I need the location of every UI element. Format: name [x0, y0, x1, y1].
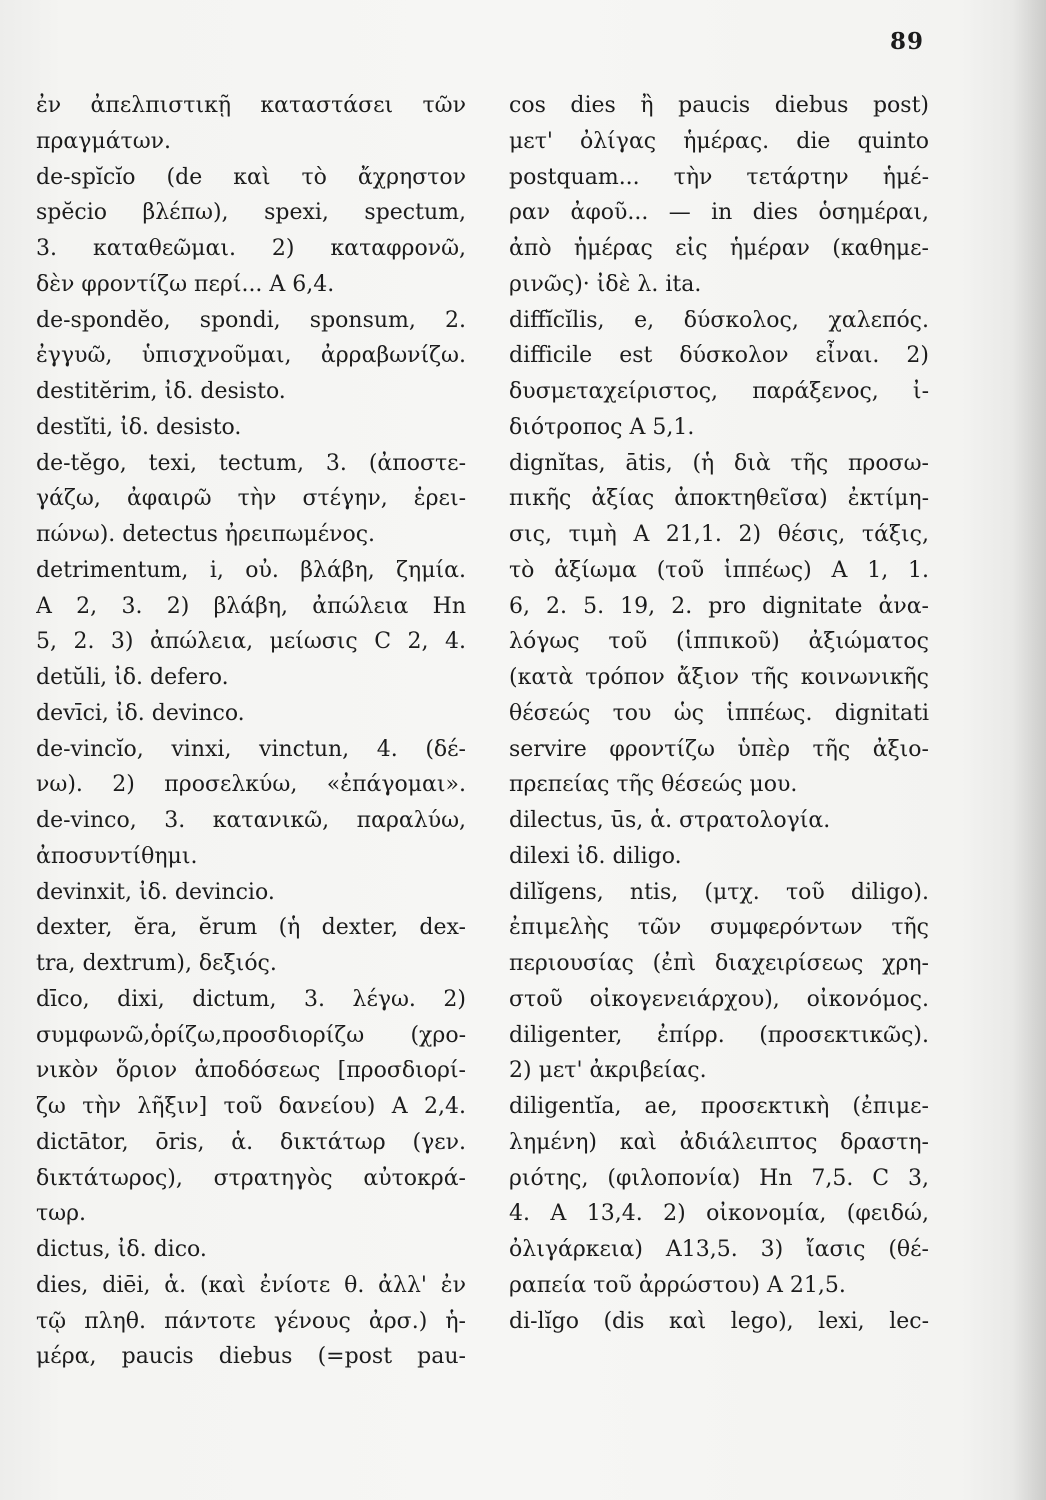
entry-line: τὸ ἀξίωμα (τοῦ ἱππέως) A 1, 1. — [509, 557, 929, 583]
entry-line: detŭli, ἰδ. defero. — [36, 665, 229, 690]
entry-line: δὲν φροντίζω περί... A 6,4. — [36, 271, 335, 297]
entry-line: δικτάτωρος), στρατηγὸς αὐτοκρά- — [36, 1165, 466, 1191]
entry-line: detrimentum, i, οὐ. βλάβη, ζημία. — [36, 557, 466, 583]
entry-line: diligenter, ἐπίρρ. (προσεκτικῶς). — [509, 1022, 929, 1048]
entry-line: ἀποσυντίθημι. — [36, 843, 198, 869]
entry-line: ραπεία τοῦ ἀρρώστου) A 21,5. — [509, 1272, 846, 1298]
entry-line: di-lĭgo (dis καὶ lego), lexi, lec- — [509, 1308, 929, 1334]
entry-line: devinxit, ἰδ. devincio. — [36, 879, 275, 905]
entry-line: de-vincĭo, vinxi, vinctun, 4. (δέ- — [36, 736, 466, 762]
entry-line: πώνω). detectus ἠρειπωμένος. — [36, 522, 376, 547]
entry-line: ἀπὸ ἡμέρας εἰς ἡμέραν (καθημε- — [509, 236, 929, 261]
entry-line: θέσεώς του ὡς ἱππέως. dignitati — [509, 700, 929, 726]
entry-line: A 2, 3. 2) βλάβη, ἀπώλεια Hn — [36, 593, 466, 619]
entry-line: ἐγγυῶ, ὑπισχνοῦμαι, ἀρραβωνίζω. — [36, 343, 466, 369]
entry-line: destitĕrim, ἰδ. desisto. — [36, 379, 286, 404]
entry-line: 4. A 13,4. 2) οἰκονομία, (φειδώ, — [509, 1201, 929, 1227]
entry-line: dies, diēi, ἁ. (καὶ ἐνίοτε θ. ἀλλ' ἐν — [36, 1272, 466, 1298]
entry-line: dilĭgens, ntis, (μτχ. τοῦ diligo). — [509, 879, 929, 905]
entry-line: ὀλιγάρκεια) A13,5. 3) ἴασις (θέ- — [509, 1237, 929, 1262]
entry-line: νω). 2) προσελκύω, «ἐπάγομαι». — [36, 772, 466, 798]
entry-line: διότροπος A 5,1. — [509, 414, 695, 440]
entry-line: dexter, ĕra, ĕrum (ἡ dexter, dex- — [36, 915, 466, 941]
entry-line: difficile est δύσκολον εἶναι. 2) — [509, 343, 929, 369]
entry-line: ζω τὴν λῆξιν] τοῦ δανείου) A 2,4. — [36, 1094, 466, 1119]
entry-line: πραγμάτων. — [36, 128, 172, 154]
entry-line: μέρα, paucis diebus (=post pau- — [36, 1344, 466, 1370]
entry-line: de-tĕgo, texi, tectum, 3. (ἀποστε- — [36, 450, 466, 476]
entry-line: δυσμεταχείριστος, παράξενος, ἰ- — [509, 379, 929, 404]
entry-line: dilexi ἰδ. diligo. — [509, 843, 682, 869]
entry-line: περιουσίας (ἐπὶ διαχειρίσεως χρη- — [509, 951, 929, 976]
entry-line: (κατὰ τρόπον ἄξιον τῆς κοινωνικῆς — [509, 665, 929, 690]
entry-line: 5, 2. 3) ἀπώλεια, μείωσις C 2, 4. — [36, 629, 466, 655]
entry-line: ἐπιμελὴς τῶν συμφερόντων τῆς — [509, 915, 929, 941]
entry-line: τῷ πληθ. πάντοτε γένους ἀρσ.) ἡ- — [36, 1308, 466, 1334]
left-column — [36, 88, 466, 1375]
entry-line: ἐν ἀπελπιστικῇ καταστάσει τῶν — [36, 93, 466, 118]
entry-line: tra, dextrum), δεξιός. — [36, 951, 277, 976]
entry-line: servire φροντίζω ὑπὲρ τῆς ἀξιο- — [509, 736, 929, 762]
entry-line: cos dies ἢ paucis diebus post) — [509, 93, 929, 118]
entry-line: ρινῶς)· ἰδὲ λ. ita. — [509, 271, 702, 297]
entry-line: diligentĭa, ae, προσεκτικὴ (ἐπιμε- — [509, 1094, 929, 1119]
entry-line: de-spĭcĭo (de καὶ τὸ ἄχρηστον — [36, 164, 466, 190]
entry-line: 6, 2. 5. 19, 2. pro dignitate ἀνα- — [509, 593, 929, 619]
entry-line: dictātor, ōris, ἁ. δικτάτωρ (γεν. — [36, 1129, 466, 1155]
entry-line: dictus, ἰδ. dico. — [36, 1237, 207, 1262]
entry-line: dilectus, ūs, ἁ. στρατολογία. — [509, 808, 831, 833]
entry-line: ριότης, (φιλοπονία) Hn 7,5. C 3, — [509, 1165, 929, 1191]
entry-line: dīco, dixi, dictum, 3. λέγω. 2) — [36, 986, 466, 1012]
right-column — [509, 88, 929, 1339]
entry-line: spĕcio βλέπω), spexi, spectum, — [36, 200, 466, 226]
entry-line: λόγως τοῦ (ἱππικοῦ) ἀξιώματος — [509, 629, 929, 655]
entry-line: 2) μετ' ἀκριβείας. — [509, 1058, 707, 1084]
entry-line: dignĭtas, ātis, (ἡ διὰ τῆς προσω- — [509, 450, 929, 476]
entry-line: πικῆς ἀξίας ἀποκτηθεῖσα) ἐκτίμη- — [509, 486, 929, 512]
page-edge-shadow — [1012, 0, 1046, 1500]
entry-line: πρεπείας τῆς θέσεώς μου. — [509, 772, 798, 798]
entry-line: devīci, ἰδ. devinco. — [36, 700, 245, 726]
entry-line: νικὸν ὅριον ἀποδόσεως [προσδιορί- — [36, 1058, 466, 1084]
entry-line: postquam... τὴν τετάρτην ἡμέ- — [509, 164, 929, 190]
entry-line: diffĭcĭlis, e, δύσκολος, χαλεπός. — [509, 307, 929, 333]
entry-line: ραν ἀφοῦ... — in dies ὁσημέραι, — [509, 200, 929, 226]
entry-line: γάζω, ἀφαιρῶ τὴν στέγην, ἐρει- — [36, 486, 466, 512]
page-number: 89 — [889, 28, 924, 55]
entry-line: συμφωνῶ,ὁρίζω,προσδιορίζω (χρο- — [36, 1022, 466, 1048]
entry-line: σις, τιμὴ A 21,1. 2) θέσις, τάξις, — [509, 522, 929, 547]
entry-line: de-vinco, 3. κατανικῶ, παραλύω, — [36, 808, 466, 833]
entry-line: λημένη) καὶ ἀδιάλειπτος δραστη- — [509, 1129, 929, 1155]
entry-line: 3. καταθεῶμαι. 2) καταφρονῶ, — [36, 236, 466, 261]
entry-line: destĭti, ἰδ. desisto. — [36, 414, 242, 440]
entry-line: de-spondĕo, spondi, sponsum, 2. — [36, 307, 466, 333]
entry-line: μετ' ὀλίγας ἡμέρας. die quinto — [509, 128, 929, 154]
entry-line: τωρ. — [36, 1201, 87, 1227]
entry-line: στοῦ οἰκογενειάρχου), οἰκονόμος. — [509, 986, 929, 1012]
